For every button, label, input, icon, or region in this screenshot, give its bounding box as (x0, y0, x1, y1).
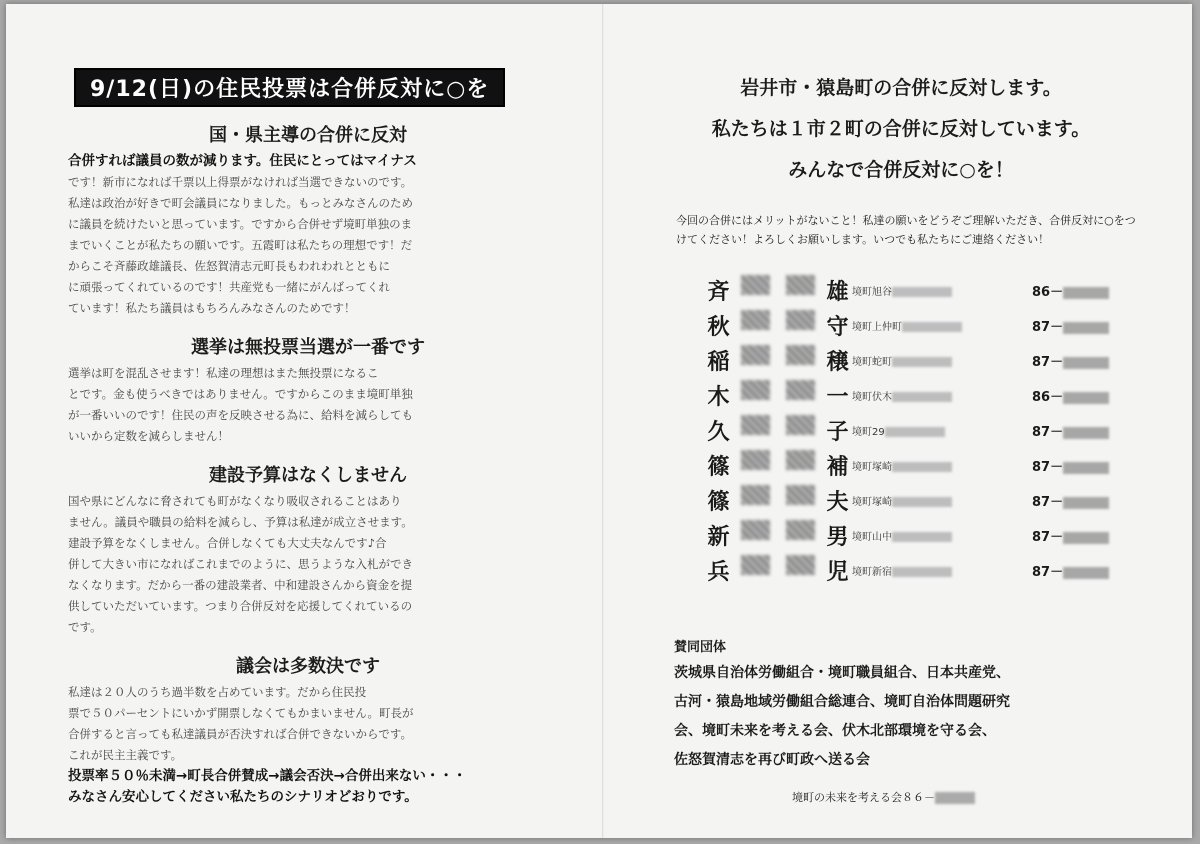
redacted-char (786, 485, 815, 505)
section-line: これが民主主義です。 (68, 748, 183, 762)
member-row (704, 343, 1156, 378)
member-row (704, 273, 1156, 308)
member-address (852, 563, 1032, 578)
redacted-address (885, 427, 945, 437)
redacted-char (741, 345, 770, 365)
address-text: 境町旭谷 (852, 287, 892, 298)
phone-text: 87－ (1032, 530, 1064, 545)
redacted-phone (1063, 322, 1109, 334)
section-line: とです。金も使うべきではありません。ですからこのまま境町単独 (68, 387, 413, 401)
redacted-char (786, 555, 815, 575)
phone-text: 86－ (1032, 390, 1064, 405)
member-row (704, 413, 1156, 448)
section-line: ません。議員や職員の給料を減らし、予算は私達が成立させます。 (68, 515, 413, 529)
section-line: ています！私たち議員はもちろんみなさんのためです！ (68, 301, 356, 315)
redacted-address (892, 287, 952, 297)
member-address (852, 528, 1032, 543)
name-char: 木 (707, 385, 730, 410)
name-char: 補 (826, 455, 849, 480)
name-char: 久 (707, 420, 730, 445)
section-heading: 選挙は無投票当選が一番です (191, 337, 425, 358)
member-phone (1032, 421, 1109, 440)
contact-line (792, 789, 1156, 805)
member-name (704, 310, 852, 341)
redacted-address (892, 392, 952, 402)
supporters-title: 賛同団体 (674, 640, 727, 655)
redacted-char (741, 485, 770, 505)
redacted-address (892, 497, 952, 507)
name-char: 秋 (707, 315, 730, 340)
intro-text: 今回の合併にはメリットがないこと！私達の願いをどうぞご理解いただき、合併反対に○をつけてください！よろしくお願いします。いつでも私たちにご連絡ください！ (676, 214, 1136, 246)
address-text: 境町山中 (852, 532, 892, 543)
section-line: 選挙は町を混乱させます！私達の理想はまた無投票になるこ (68, 366, 379, 380)
section-line: 私達は２０人のうち過半数を占めています。だから住民投 (68, 685, 367, 699)
phone-text: 87－ (1032, 565, 1064, 580)
headline-line: 岩井市・猿島町の合併に反対します。 (740, 77, 1062, 99)
address-text: 境町新宿 (852, 567, 892, 578)
section-line: に議員を続けたいと思っています。ですから合併せず境町単独のま (68, 217, 413, 231)
redacted-phone (1063, 357, 1109, 369)
member-phone (1032, 281, 1109, 300)
redacted-phone (1063, 462, 1109, 474)
supporter-line: 茨城県自治体労働組合・境町職員組合、日本共産党、 (674, 665, 1010, 681)
section-line: 私達は政治が好きで町会議員になりました。もっとみなさんのため (68, 196, 413, 210)
flyer-sheet (6, 4, 1192, 838)
section-line: までいくことが私たちの願いです。五霞町は私たちの理想です！だ (68, 238, 413, 252)
name-char: 兵 (707, 560, 730, 585)
member-row (704, 308, 1156, 343)
member-phone (1032, 491, 1109, 510)
supporter-line: 古河・猿島地域労働組合総連合、境町自治体問題研究 (674, 694, 1010, 710)
redacted-phone (1063, 392, 1109, 404)
section-line: 建設予算をなくしません。合併しなくても大丈夫なんです♪合 (68, 536, 387, 550)
name-char: 男 (826, 525, 849, 550)
redacted-char (741, 310, 770, 330)
redacted-phone (1063, 497, 1109, 509)
member-address (852, 493, 1032, 508)
section-heading: 国・県主導の合併に反対 (209, 125, 407, 146)
member-phone (1032, 526, 1109, 545)
member-name (704, 345, 852, 376)
name-char: 児 (826, 560, 849, 585)
name-char: 新 (707, 525, 730, 550)
member-row (704, 483, 1156, 518)
member-name (704, 555, 852, 586)
left-column (68, 68, 548, 808)
member-list (704, 273, 1156, 588)
banner-title: 9/12(日)の住民投票は合併反対に○を (74, 68, 505, 107)
phone-text: 86－ (1032, 285, 1064, 300)
member-phone (1032, 316, 1109, 335)
name-char: 穣 (826, 350, 849, 375)
redacted-phone (1063, 567, 1109, 579)
section-line: 合併すると言っても私達議員が否決すれば合併できないからです。 (68, 727, 412, 741)
name-char: 守 (826, 315, 849, 340)
member-address (852, 318, 1032, 333)
phone-text: 87－ (1032, 425, 1064, 440)
redacted-char (786, 345, 815, 365)
supporters-list (646, 659, 1156, 775)
phone-text: 87－ (1032, 460, 1064, 475)
section-heading: 建設予算はなくしません (209, 465, 407, 486)
redacted-char (786, 450, 815, 470)
name-char: 雄 (826, 280, 849, 305)
address-text: 境町上仲町 (852, 322, 902, 333)
section-heading: 議会は多数決です (236, 656, 380, 677)
member-row (704, 448, 1156, 483)
headline-line: みんなで合併反対に○を！ (788, 159, 1014, 181)
section-line: なくなります。だから一番の建設業者、中和建設さんから資金を提 (68, 578, 413, 592)
contact-text: 境町の未来を考える会８６－ (792, 791, 935, 804)
section-line: 国や県にどんなに脅されても町がなくなり吸収されることはあり (68, 494, 402, 508)
address-text: 境町塚崎 (852, 462, 892, 473)
section-line: です！新市になれば千票以上得票がなければ当選できないのです。 (68, 175, 413, 189)
redacted-address (902, 322, 962, 332)
name-char: 斉 (707, 280, 730, 305)
phone-text: 87－ (1032, 355, 1064, 370)
left-sections (68, 121, 548, 808)
section-line: 供していただいています。つまり合併反対を応援してくれているの (68, 599, 413, 613)
member-name (704, 415, 852, 446)
member-row (704, 518, 1156, 553)
redacted-char (786, 520, 815, 540)
redacted-char (741, 415, 770, 435)
redacted-char (741, 450, 770, 470)
redacted-char (786, 310, 815, 330)
name-char: 一 (826, 385, 849, 410)
member-address (852, 283, 1032, 298)
section-line: 合併すれば議員の数が減ります。住民にとってはマイナス (68, 153, 417, 169)
member-phone (1032, 351, 1109, 370)
redacted-number (935, 792, 975, 804)
member-address (852, 353, 1032, 368)
redacted-char (786, 415, 815, 435)
address-text: 境町29 (852, 427, 885, 438)
member-phone (1032, 386, 1109, 405)
redacted-char (741, 380, 770, 400)
redacted-address (892, 532, 952, 542)
address-text: 境町塚崎 (852, 497, 892, 508)
redacted-address (892, 567, 952, 577)
redacted-char (786, 275, 815, 295)
redacted-address (892, 462, 952, 472)
member-phone (1032, 561, 1109, 580)
name-char: 夫 (826, 490, 849, 515)
redacted-phone (1063, 532, 1109, 544)
section-line: が一番いいのです！住民の声を反映させる為に、給料を減らしても (68, 408, 413, 422)
supporter-line: 佐怒賀清志を再び町政へ送る会 (674, 752, 870, 768)
name-char: 子 (826, 420, 849, 445)
member-address (852, 423, 1032, 438)
section-line: からこそ斉藤政雄議長、佐怒賀清志元町長もわれわれとともに (68, 259, 390, 273)
name-char: 篠 (707, 455, 730, 480)
member-row (704, 378, 1156, 413)
section-line: 票で５０パーセントにいかず開票しなくてもかまいません。町長が (68, 706, 414, 720)
member-name (704, 485, 852, 516)
member-name (704, 520, 852, 551)
name-char: 篠 (707, 490, 730, 515)
redacted-phone (1063, 287, 1109, 299)
headline-line: 私たちは１市２町の合併に反対しています。 (711, 118, 1091, 140)
supporter-line: 会、境町未来を考える会、伏木北部環境を守る会、 (674, 723, 996, 739)
phone-text: 87－ (1032, 495, 1064, 510)
member-name (704, 450, 852, 481)
member-address (852, 458, 1032, 473)
page-fold (602, 4, 604, 838)
name-char: 稲 (707, 350, 730, 375)
member-row (704, 553, 1156, 588)
section-line: 併して大きい市になればこれまでのように、思うような入札ができ (68, 557, 413, 571)
section-line: 投票率５０％未満→町長合併賛成→議会否決→合併出来ない・・・ (68, 768, 467, 784)
member-name (704, 275, 852, 306)
address-text: 境町伏木 (852, 392, 892, 403)
section-line: みなさん安心してください私たちのシナリオどおりです。 (68, 789, 418, 805)
section-line: です。 (68, 620, 102, 634)
section-line: に頑張ってくれているのです！共産党も一緒にがんばってくれ (68, 280, 390, 294)
address-text: 境町蛇町 (852, 357, 892, 368)
redacted-char (741, 275, 770, 295)
redacted-char (786, 380, 815, 400)
member-address (852, 388, 1032, 403)
member-name (704, 380, 852, 411)
redacted-char (741, 555, 770, 575)
redacted-phone (1063, 427, 1109, 439)
headline (646, 72, 1156, 187)
member-phone (1032, 456, 1109, 475)
section-line: いいから定数を減らしません！ (68, 429, 229, 443)
redacted-char (741, 520, 770, 540)
right-column (646, 64, 1156, 805)
redacted-address (892, 357, 952, 367)
phone-text: 87－ (1032, 320, 1064, 335)
